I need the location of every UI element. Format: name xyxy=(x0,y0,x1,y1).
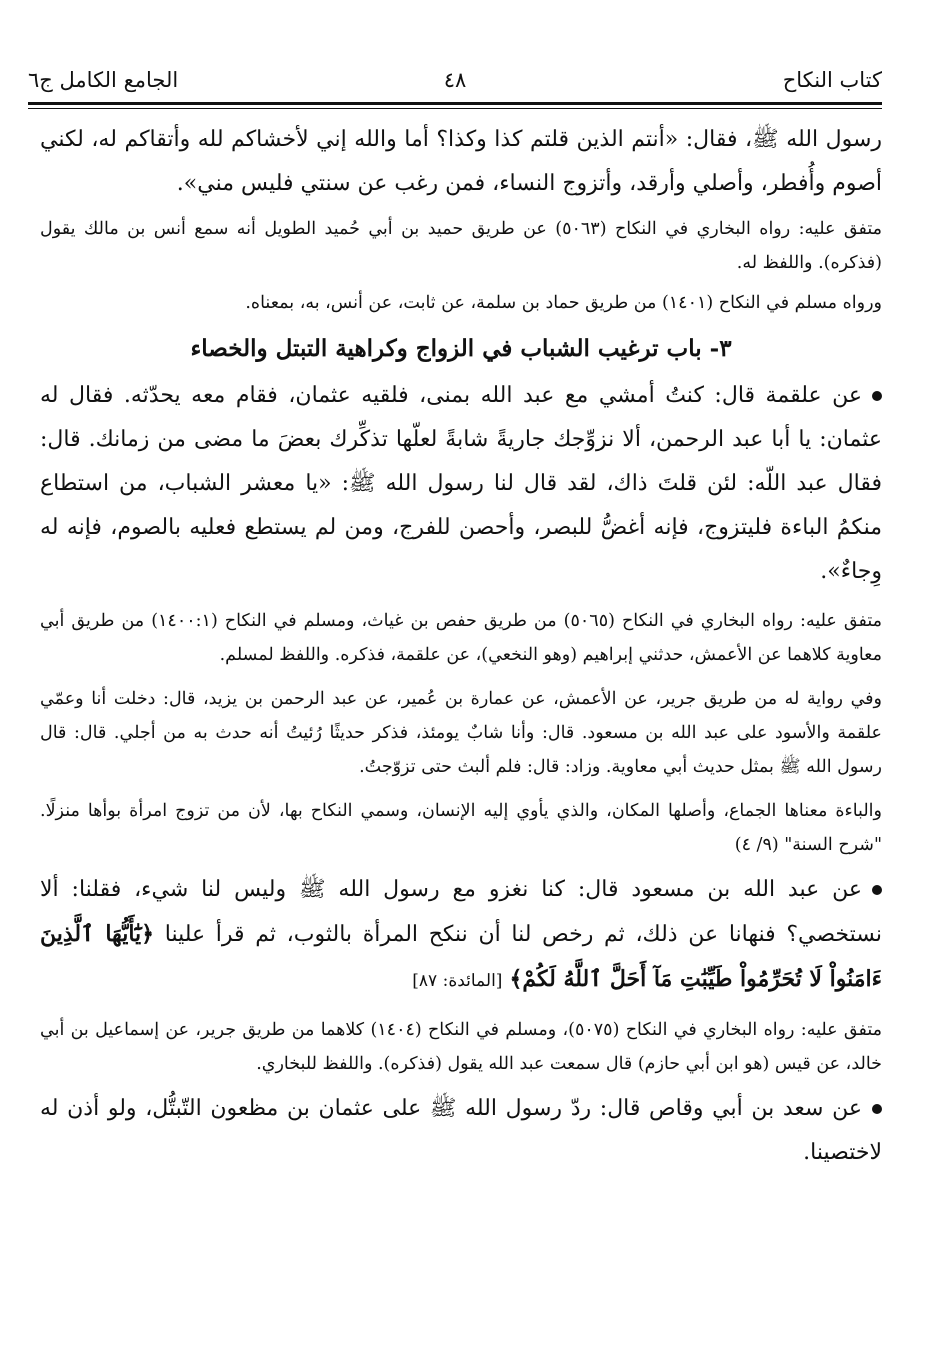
page-header xyxy=(28,62,882,98)
hadith-body: عن علقمة قال: كنتُ أمشي مع عبد الله بمنى، فلقيه عثمان، فقام معه يحدّثه. فقال له عثمان: يا أبا عبد الرحمن، ألا نزوِّجك جاريةً شابةً لعلّها تذكِّرك بعضَ ما مضى من زمانك. قال: فقال عبد اللّه: لئن قلتَ ذاك، لقد قال لنا رسول الله ﷺ: «يا معشر الشباب، من استطاع منكمُ الباءة فليتزوج، فإنه أغضُّ للبصر، وأحصن للفرج، ومن لم يستطع فعليه بالصوم، فإنه له وِجاءٌ». xyxy=(40,383,882,584)
hadith-body: عن عبد الله بن مسعود قال: كنا نغزو مع رسول الله ﷺ وليس لنا شيء، فقلنا: ألا نستخصي؟ فنهانا عن ذلك، ثم رخص لنا أن ننكح المرأة بالثوب، ثم قرأ علينا xyxy=(40,877,882,947)
hadith-continuation: رسول الله ﷺ، فقال: «أنتم الذين قلتم كذا وكذا؟ أما والله إني لأخشاكم لله وأتقاكم له، لكني أصوم وأُفطر، وأصلي وأرقد، وأتزوج النساء، فمن رغب عن سنتي فليس مني». xyxy=(40,127,882,196)
chapter-heading: ٣- باب ترغيب الشباب في الزواج وكراهية التبتل والخصاء xyxy=(190,335,732,362)
hadith-body: عن سعد بن أبي وقاص قال: ردّ رسول الله ﷺ على عثمان بن مظعون التّبتُّل، ولو أذن له لاختصينا. xyxy=(40,1096,882,1165)
takhrij-note: متفق عليه: رواه البخاري في النكاح (٥٠٦٥) من طريق حفص بن غياث، ومسلم في النكاح (١٤٠٠:١) من طريق أبي معاوية كلاهما عن الأعمش، حدثني إبراهيم (وهو النخعي)، عن علقمة، فذكره. واللفظ لمسلم. xyxy=(40,611,882,665)
header-rule xyxy=(28,102,882,105)
takhrij-note: ورواه مسلم في النكاح (١٤٠١) من طريق حماد بن سلمة، عن ثابت، عن أنس، به، بمعناه. xyxy=(245,293,882,313)
book-title: كتاب النكاح xyxy=(782,68,882,92)
bullet-icon xyxy=(872,391,882,401)
bullet-icon xyxy=(872,885,882,895)
hadith-text xyxy=(40,374,882,594)
takhrij-note: متفق عليه: رواه البخاري في النكاح (٥٠٧٥)، ومسلم في النكاح (١٤٠٤) كلاهما من طريق جرير، عن إسماعيل بن أبي خالد، عن قيس (هو ابن أبي حازم) قال سمعت عبد الله يقول (فذكره). واللفظ للبخاري. xyxy=(40,1020,882,1074)
page-content xyxy=(40,118,882,1351)
hadith-text xyxy=(40,868,882,1003)
explanation-note: والباءة معناها الجماع، وأصلها المكان، والذي يأوي إليه الإنسان، وسمي النكاح بها، لأن من تزوج امرأة بوأها منزلًا. "شرح السنة" (٩/ ٤) xyxy=(40,801,882,855)
takhrij-note: متفق عليه: رواه البخاري في النكاح (٥٠٦٣) عن طريق حميد بن أبي حُميد الطويل أنه سمع أنس بن مالك يقول (فذكره). واللفظ له. xyxy=(40,219,882,273)
verse-citation: [المائدة: ٨٧] xyxy=(412,971,503,991)
hadith-text xyxy=(40,1087,882,1175)
page-number: ٤٨ xyxy=(443,68,467,92)
series-title: الجامع الكامل ج٦ xyxy=(28,68,179,92)
bullet-icon xyxy=(872,1104,882,1114)
header-rule-thin xyxy=(28,108,882,109)
quran-verse: ﴿يَٰٓأَيُّهَا ٱلَّذِينَ ءَامَنُواْ لَا تُحَرِّمُواْ طَيِّبَٰتِ مَآ أَحَلَّ ٱللَّهُ لَكُمْ﴾ xyxy=(40,921,882,992)
takhrij-note: وفي رواية له من طريق جرير، عن الأعمش، عن عمارة بن عُمير، عن عبد الرحمن بن يزيد، قال: دخلت أنا وعمّي علقمة والأسود على عبد الله بن مسعود. قال: وأنا شابٌ يومئذ، فذكر حديثًا رُئيتُ أنه حدث به من أجلي. قال: قال رسول الله ﷺ بمثل حديث أبي معاوية. وزاد: قال: فلم ألبث حتى تزوّجتُ. xyxy=(40,689,882,777)
